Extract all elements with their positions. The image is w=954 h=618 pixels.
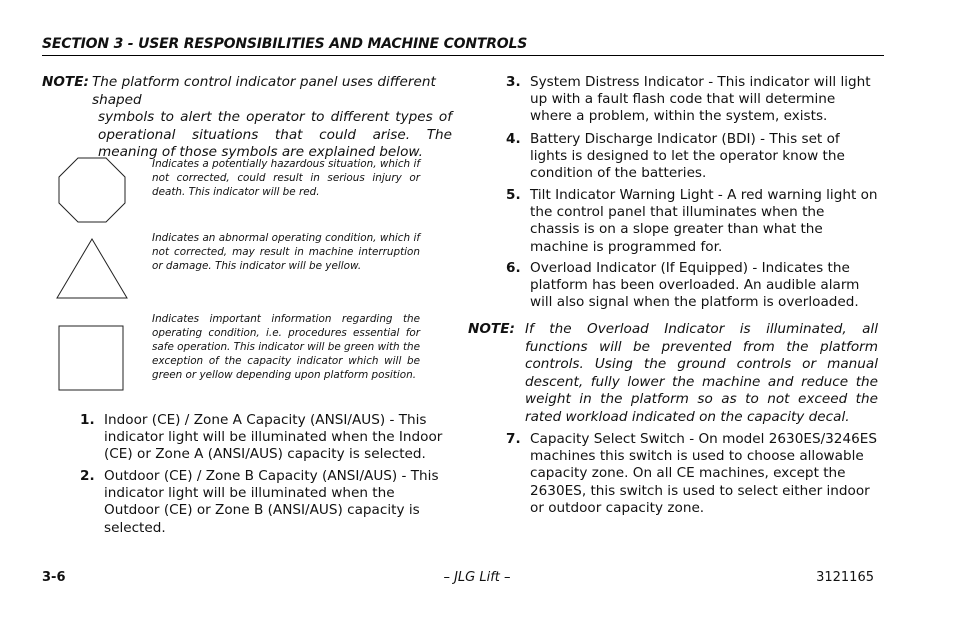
note-first-line: The platform control indicator panel uses different shaped [92,74,436,108]
item-text: System Distress Indicator - This indicator will light up with a fault flash code that will determine where a problem, within the system, exists. [530,74,871,125]
list-item-5 [506,187,878,256]
list-item-2 [80,468,454,537]
list-item-3 [506,74,878,126]
item-text: Battery Discharge Indicator (BDI) - This set of lights is designed to let the operator know the condition of the batteries. [530,131,845,182]
note-platform-indicators [42,74,452,162]
item-number: 7. [506,431,521,447]
item-number: 1. [80,412,95,428]
octagon-icon [58,157,126,223]
item-number: 6. [506,260,521,276]
list-item-1 [80,412,454,464]
octagon-description: Indicates a potentially hazardous situation, which if not corrected, could result in serious injury or death. This indicator will be red. [152,158,420,198]
note-text: If the Overload Indicator is illuminated, all functions will be prevented from the platform controls. Using the ground controls or manual descent, fully lower the machine and reduce the weight in the platform so as to not exceed the rated workload indicated on the capacity decal. [525,321,878,425]
note-label: NOTE: [42,74,89,90]
note-overload [468,321,878,426]
item-text: Overload Indicator (If Equipped) - Indicates the platform has been overloaded. An audible alarm will also signal when the platform is overloaded. [530,260,860,311]
item-text: Indoor (CE) / Zone A Capacity (ANSI/AUS) - This indicator light will be illuminated when the Indoor (CE) or Zone A (ANSI/AUS) capacity is selected. [104,412,443,463]
list-item-6 [506,260,878,312]
item-number: 5. [506,187,521,203]
item-number: 3. [506,74,521,90]
list-item-7 [506,431,878,517]
triangle-icon [56,238,128,300]
note-text: symbols to alert the operator to different types of operational situations that could arise. The meaning of those symbols are explained below. [98,109,452,160]
square-icon [58,325,124,391]
footer-center: – JLG Lift – [443,570,511,585]
note-label: NOTE: [468,321,515,337]
square-description: Indicates important information regarding the operating condition, i.e. procedures essential for safe operation. This indicator will be green with the exception of the capacity indicator which will be green or yellow depending upon platform position. [152,313,420,381]
triangle-description: Indicates an abnormal operating condition, which if not corrected, may result in machine interruption or damage. This indicator will be yellow. [152,232,420,272]
item-text: Capacity Select Switch - On model 2630ES/3246ES machines this switch is used to choose allowable capacity zone. On all CE machines, except the 2630ES, this switch is used to select either indoor or outdoor capacity zone. [530,431,877,516]
page-number: 3-6 [42,570,66,585]
list-item-4 [506,131,878,183]
section-header [42,36,884,56]
item-text: Tilt Indicator Warning Light - A red warning light on the control panel that illuminates when the chassis is on a slope greater than what the machine is programmed for. [530,187,878,255]
item-number: 4. [506,131,521,147]
section-title: SECTION 3 - USER RESPONSIBILITIES AND MACHINE CONTROLS [42,36,528,52]
document-number: 3121165 [816,570,874,585]
item-text: Outdoor (CE) / Zone B Capacity (ANSI/AUS) - This indicator light will be illuminated when the Outdoor (CE) or Zone B (ANSI/AUS) capacity is selected. [104,468,439,536]
item-number: 2. [80,468,95,484]
